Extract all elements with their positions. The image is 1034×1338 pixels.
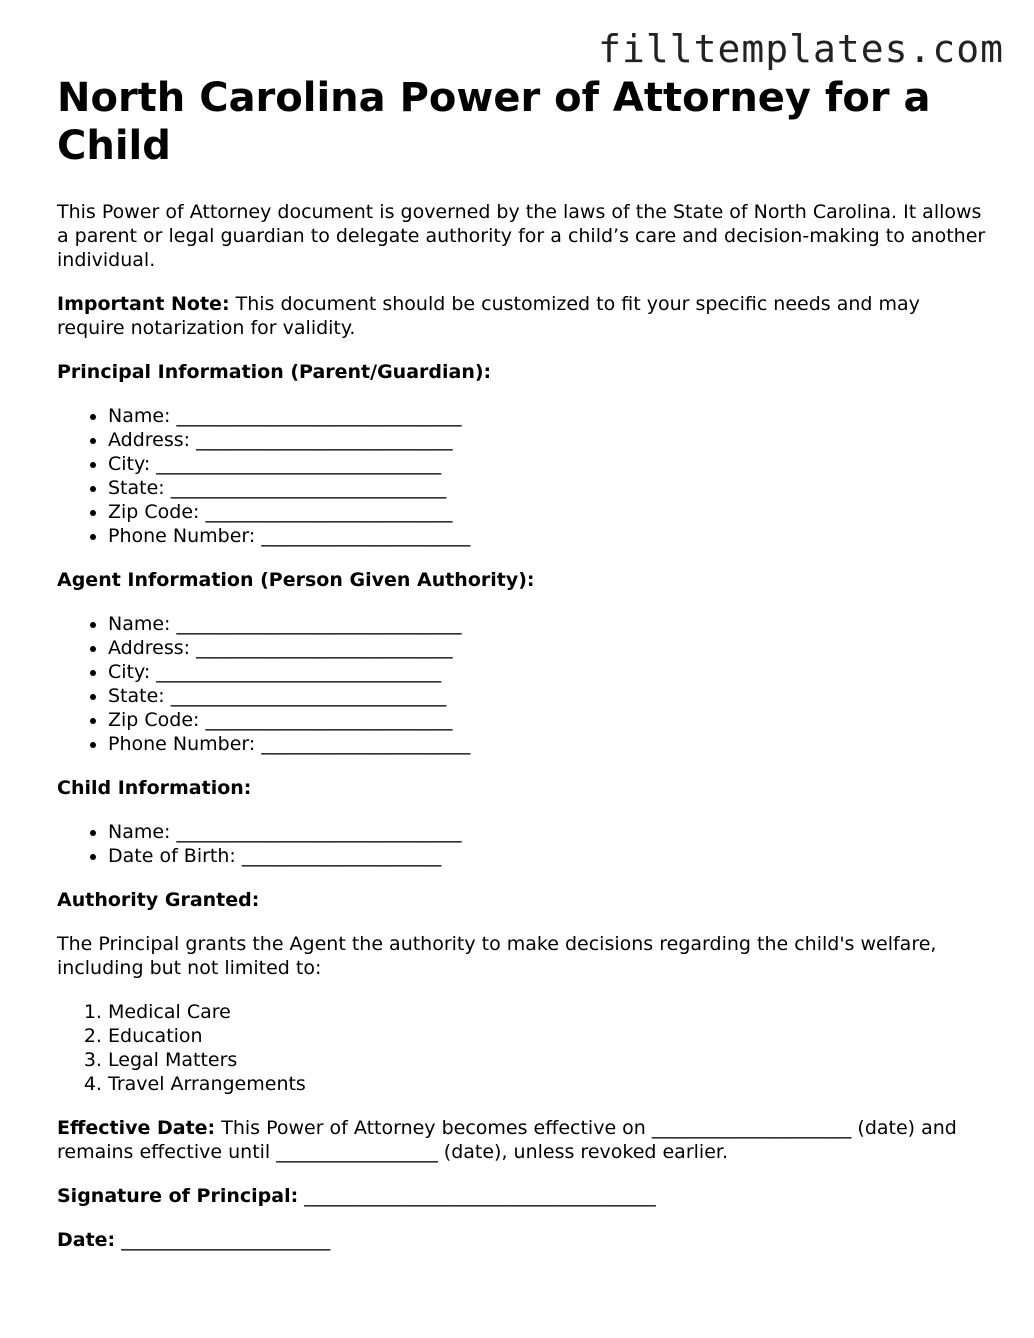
effective-date-paragraph[interactable] (57, 1116, 987, 1164)
date-line[interactable] (57, 1228, 987, 1252)
principal-heading: Principal Information (Parent/Guardian): (57, 361, 492, 383)
principal-zip-field[interactable]: • Zip Code: __________________________ (108, 500, 987, 524)
agent-phone-field[interactable]: • Phone Number: ______________________ (108, 732, 987, 756)
signature-label: Signature of Principal: (57, 1185, 299, 1207)
authority-paragraph: The Principal grants the Agent the authority to make decisions regarding the child's welfare, including but not limited to: (57, 933, 937, 979)
important-note-text: This document should be customized to fit your specific needs and may require notarization for validity. (57, 293, 920, 339)
important-note-label: Important Note: (57, 293, 230, 315)
date-blank[interactable]: ______________________ (115, 1229, 331, 1251)
effective-date-text: This Power of Attorney becomes effective on _____________________ (date) and remains effective until _________________ (date), unless revoked earlier. (57, 1117, 957, 1163)
document-title: North Carolina Power of Attorney for a Child (57, 75, 931, 169)
principal-field-list (57, 404, 987, 548)
important-note (57, 292, 987, 340)
watermark: filltemplates.com (598, 27, 1004, 71)
principal-city-field[interactable]: • City: ______________________________ (108, 452, 987, 476)
effective-date-label: Effective Date: (57, 1117, 216, 1139)
principal-name-field[interactable]: • Name: ______________________________ (108, 404, 987, 428)
child-heading: Child Information: (57, 777, 252, 799)
signature-blank[interactable]: _____________________________________ (298, 1185, 656, 1207)
agent-address-field[interactable]: • Address: ___________________________ (108, 636, 987, 660)
authority-item: 4. Travel Arrangements (108, 1072, 987, 1096)
agent-name-field[interactable]: • Name: ______________________________ (108, 612, 987, 636)
agent-city-field[interactable]: • City: ______________________________ (108, 660, 987, 684)
intro-paragraph: This Power of Attorney document is governed by the laws of the State of North Carolina. It allows a parent or legal guardian to delegate authority for a child’s care and decision-making to another individual. (57, 201, 986, 271)
authority-item: 2. Education (108, 1024, 987, 1048)
signature-line[interactable] (57, 1184, 987, 1208)
child-name-field[interactable]: • Name: ______________________________ (108, 820, 987, 844)
authority-item: 1. Medical Care (108, 1000, 987, 1024)
agent-field-list (57, 612, 987, 756)
agent-heading: Agent Information (Person Given Authority): (57, 569, 535, 591)
document-body (57, 74, 987, 1272)
principal-address-field[interactable]: • Address: ___________________________ (108, 428, 987, 452)
agent-zip-field[interactable]: • Zip Code: __________________________ (108, 708, 987, 732)
principal-phone-field[interactable]: • Phone Number: ______________________ (108, 524, 987, 548)
child-dob-field[interactable]: • Date of Birth: _____________________ (108, 844, 987, 868)
date-label: Date: (57, 1229, 116, 1251)
principal-state-field[interactable]: • State: _____________________________ (108, 476, 987, 500)
child-field-list (57, 820, 987, 868)
authority-list (57, 1000, 987, 1096)
authority-heading: Authority Granted: (57, 889, 260, 911)
agent-state-field[interactable]: • State: _____________________________ (108, 684, 987, 708)
authority-item: 3. Legal Matters (108, 1048, 987, 1072)
